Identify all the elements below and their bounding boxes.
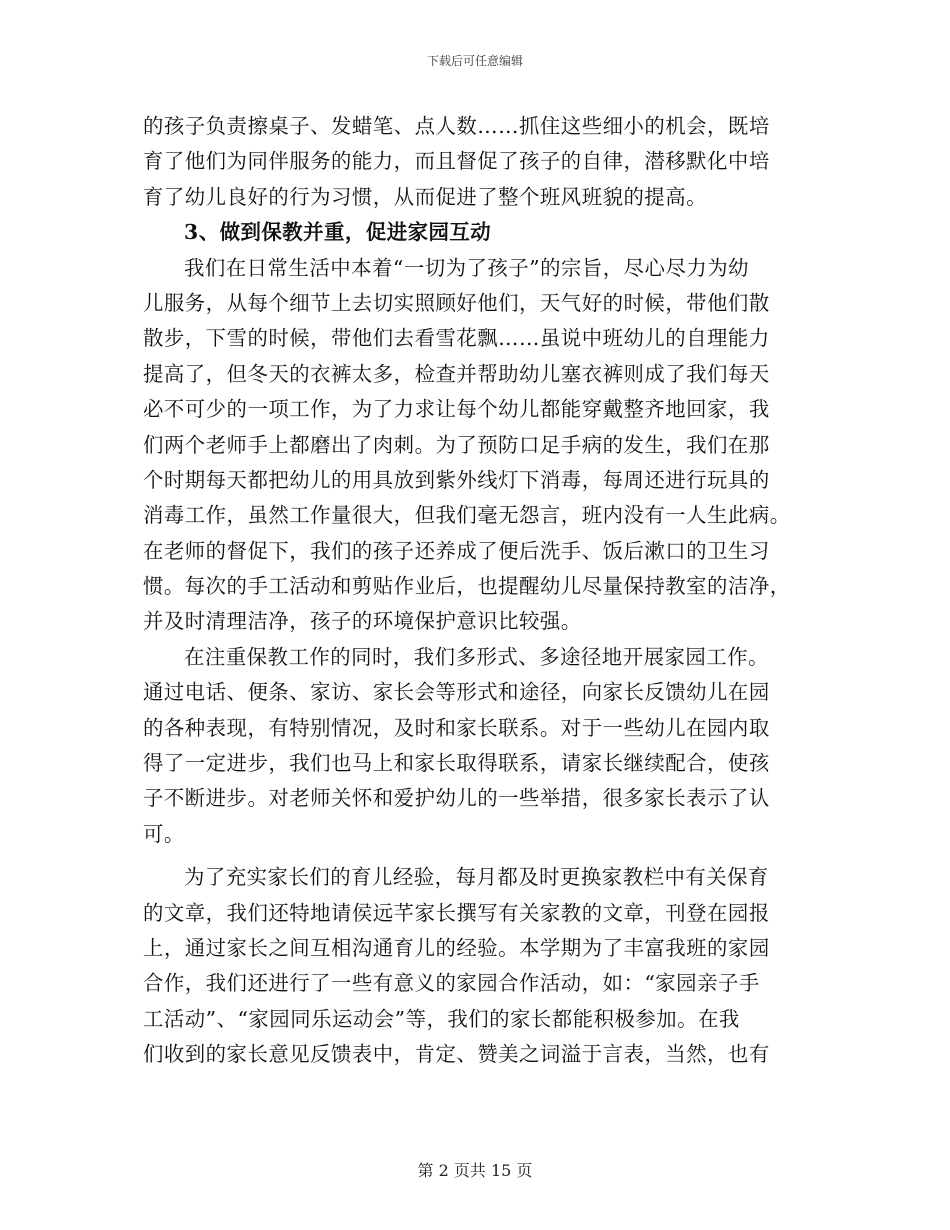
text-line: 的文章，我们还特地请侯远芊家长撰写有关家教的文章，刊登在园报	[143, 900, 770, 925]
paragraph-4	[143, 860, 807, 1072]
text-line: 必不可少的一项工作，为了力求让每个幼儿都能穿戴整齐地回家，我	[143, 397, 770, 422]
text-line: 在注重保教工作的同时，我们多形式、多途径地开展家园工作。	[184, 644, 769, 669]
document-body	[143, 109, 807, 1073]
text-line: 散步，下雪的时候，带他们去看雪花飘……虽说中班幼儿的自理能力	[143, 326, 770, 351]
paragraph-1	[143, 109, 807, 215]
text-line: 子不断进步。对老师关怀和爱护幼儿的一些举措，很多家长表示了认	[143, 786, 770, 811]
section-heading: 3、做到保教并重，促进家园互动	[184, 220, 492, 245]
text-line: 为了充实家长们的育儿经验，每月都及时更换家教栏中有关保育	[184, 865, 769, 890]
paragraph-3	[143, 640, 807, 852]
text-line: 消毒工作，虽然工作量很大，但我们毫无怨言，班内没有一人生此病。	[143, 503, 791, 528]
text-line: 儿服务，从每个细节上去切实照顾好他们，天气好的时候，带他们散	[143, 290, 770, 315]
text-line: 提高了，但冬天的衣裤太多，检查并帮助幼儿塞衣裤则成了我们每天	[143, 361, 770, 386]
text-line: 通过电话、便条、家访、家长会等形式和途径，向家长反馈幼儿在园	[143, 680, 770, 705]
paragraph-2	[143, 251, 807, 640]
text-line: 个时期每天都把幼儿的用具放到紫外线灯下消毒，每周还进行玩具的	[143, 467, 770, 492]
text-line: 们两个老师手上都磨出了肉刺。为了预防口足手病的发生，我们在那	[143, 432, 770, 457]
paragraph-spacer	[143, 852, 807, 860]
text-line: 可。	[143, 821, 185, 846]
text-line: 上，通过家长之间互相沟通育儿的经验。本学期为了丰富我班的家园	[143, 935, 770, 960]
text-line: 的各种表现，有特别情况，及时和家长联系。对于一些幼儿在园内取	[143, 715, 770, 740]
text-line: 惯。每次的手工活动和剪贴作业后，也提醒幼儿尽量保持教室的洁净，	[143, 574, 791, 599]
text-line: 合作，我们还进行了一些有意义的家园合作活动，如：“家园亲子手	[143, 971, 760, 996]
text-line: 工活动”、“家园同乐运动会”等，我们的家长都能积极参加。在我	[143, 1006, 740, 1031]
text-line: 的孩子负责擦桌子、发蜡笔、点人数……抓住这些细小的机会，既培	[143, 114, 770, 138]
text-line: 得了一定进步，我们也马上和家长取得联系，请家长继续配合，使孩	[143, 751, 770, 776]
page-header: 下载后可任意编辑	[426, 54, 523, 68]
text-line: 在老师的督促下，我们的孩子还养成了便后洗手、饭后漱口的卫生习	[143, 538, 770, 563]
text-line: 们收到的家长意见反馈表中，肯定、赞美之词溢于言表，当然，也有	[143, 1042, 770, 1067]
text-line: 并及时清理洁净，孩子的环境保护意识比较强。	[143, 609, 582, 634]
text-line: 我们在日常生活中本着“一切为了孩子”的宗旨，尽心尽力为幼	[184, 255, 750, 280]
page-footer: 第 2 页共 15 页	[417, 1161, 533, 1180]
text-line: 育了幼儿良好的行为习惯，从而促进了整个班风班貌的提高。	[143, 184, 708, 209]
text-line: 育了他们为同伴服务的能力，而且督促了孩子的自律，潜移默化中培	[143, 149, 770, 174]
